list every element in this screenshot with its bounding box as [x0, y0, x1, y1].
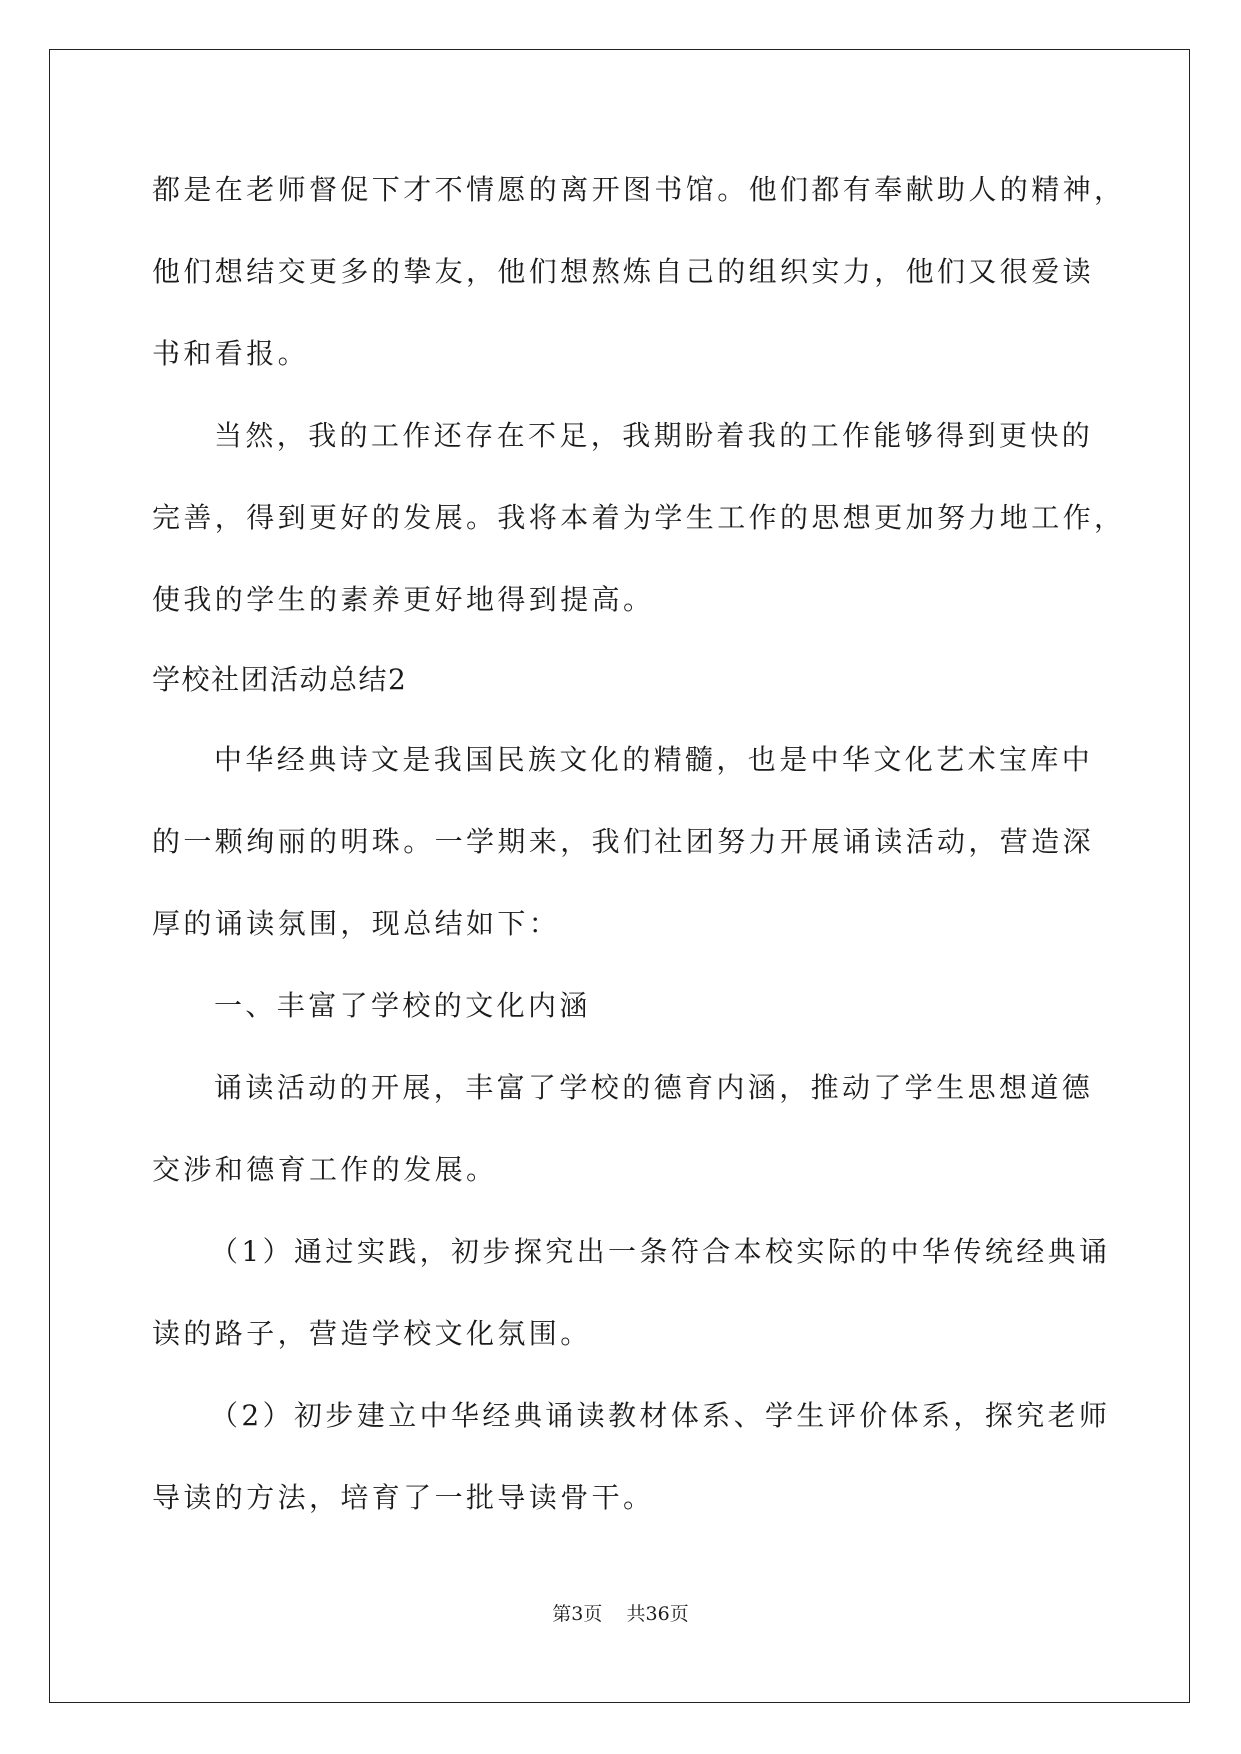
body-line-13: 交涉和德育工作的发展。	[152, 1153, 498, 1186]
body-line-8: 中华经典诗文是我国民族文化的精髓，也是中华文化艺术宝库中	[214, 743, 1094, 776]
body-line-2: 他们想结交更多的挚友，他们想熬炼自己的组织实力，他们又很爱读	[152, 255, 1095, 288]
body-line-17: 导读的方法，培育了一批导读骨干。	[152, 1481, 655, 1514]
page-border	[49, 49, 1190, 1703]
body-line-5: 完善，得到更好的发展。我将本着为学生工作的思想更加努力地工作，	[152, 501, 1126, 534]
body-line-16: （2）初步建立中华经典诵读教材体系、学生评价体系，探究老师	[210, 1399, 1111, 1432]
page-total: 共36页	[626, 1603, 689, 1625]
body-line-6: 使我的学生的素养更好地得到提高。	[152, 583, 655, 616]
body-line-10: 厚的诵读氛围，现总结如下：	[152, 907, 561, 940]
body-line-3: 书和看报。	[152, 337, 310, 370]
body-line-9: 的一颗绚丽的明珠。一学期来，我们社团努力开展诵读活动，营造深	[152, 825, 1095, 858]
body-line-1: 都是在老师督促下才不情愿的离开图书馆。他们都有奉献助人的精神，	[152, 173, 1126, 206]
section-heading: 学校社团活动总结2	[152, 663, 408, 696]
page-number: 第3页	[552, 1603, 603, 1625]
page-footer	[0, 1599, 1241, 1626]
body-line-15: 读的路子，营造学校文化氛围。	[152, 1317, 592, 1350]
body-line-14: （1）通过实践，初步探究出一条符合本校实际的中华传统经典诵	[210, 1235, 1111, 1268]
body-line-12: 诵读活动的开展，丰富了学校的德育内涵，推动了学生思想道德	[214, 1071, 1094, 1104]
body-line-4: 当然，我的工作还存在不足，我期盼着我的工作能够得到更快的	[214, 419, 1094, 452]
subsection-heading: 一、丰富了学校的文化内涵	[214, 989, 591, 1022]
